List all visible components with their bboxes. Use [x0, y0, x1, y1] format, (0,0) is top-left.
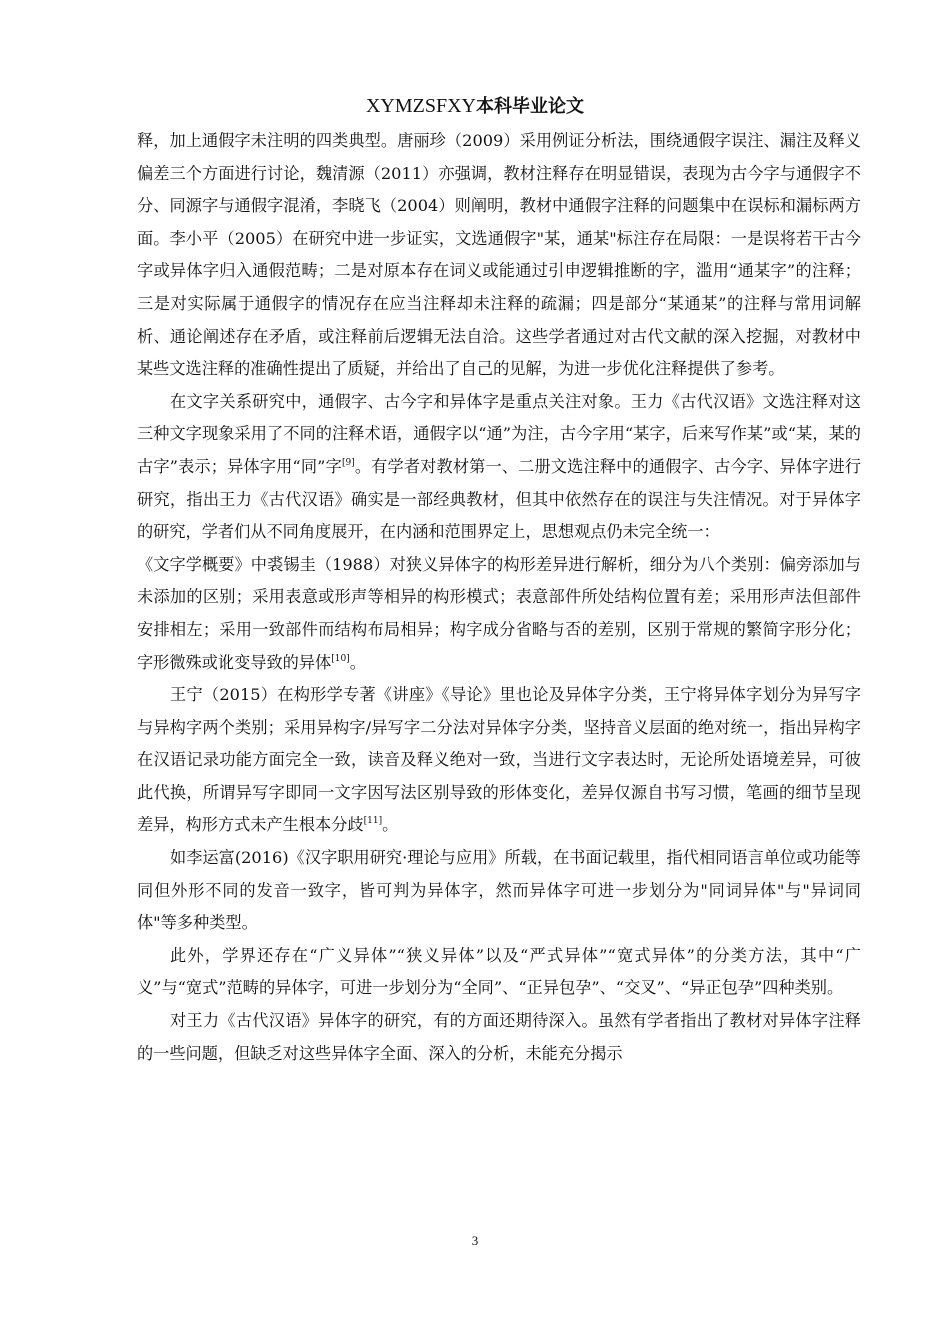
- header-title: 本科毕业论文: [476, 96, 585, 117]
- paragraph-text: 如李运富(2016)《汉字职用研究·理论与应用》所载，在书面记载里，指代相同语言单位或功能等同但外形不同的发音一致字，皆可判为异体字，然而异体字可进一步划分为"同词异体"与"异词同体"等多种类型。: [137, 848, 861, 933]
- paragraph-text: 对王力《古代汉语》异体字的研究，有的方面还期待深入。虽然有学者指出了教材对异体字注释的一些问题，但缺乏对这些异体字全面、深入的分析，未能充分揭示: [137, 1011, 861, 1063]
- body-text: [137, 125, 861, 1070]
- paragraph-6: [137, 940, 861, 1005]
- paragraph-text: 王宁（2015）在构形学专著《讲座》《导论》里也论及异体字分类，王宁将异体字划分为异写字与异构字两个类别；采用异构字/异写字二分法对异体字分类，坚持音义层面的绝对统一，指出异构字在汉语记录功能方面完全一致，读音及释义绝对一致，当进行文字表达时，无论所处语境差异，可彼此代换，所谓异写字即同一文字因写法区别导致的形体变化，差异仅源自书写习惯，笔画的细节呈现差异，构形方式未产生根本分歧: [137, 685, 861, 835]
- paragraph-text: 此外，学界还存在“广义异体”“狭义异体”以及“严式异体”“宽式异体”的分类方法，其中“广义”与“宽式”范畴的异体字，可进一步划分为“全同”、“正异包孕”、“交叉”、“异正包孕”四种类别。: [137, 945, 861, 998]
- paragraph-text: 。: [349, 652, 366, 672]
- paragraph-text: 。有学者对教材第一、二册文选注释中的通假字、古今字、异体字进行研究，指出王力《古代汉语》确实是一部经典教材，但其中依然存在的误注与失注情况。对于异体字的研究，学者们从不同角度展开，在内涵和范围界定上，思想观点仍未完全统一：: [137, 456, 862, 542]
- paragraph-text: 《文字学概要》中裘锡圭（1988）对狭义异体字的构形差异进行解析，细分为八个类别：偏旁添加与未添加的区别；采用表意或形声等相异的构形模式；表意部件所处结构位置有差；采用形声法但部件安排相左；采用一致部件而结构布局相异；构字成分省略与否的差别，区别于常规的繁简字形分化；字形微殊或讹变导致的异体: [137, 554, 861, 672]
- page-number: 3: [471, 1233, 479, 1248]
- header-code: XYMZSFXY: [365, 95, 477, 117]
- citation-ref: [10]: [331, 653, 350, 664]
- citation-ref: [9]: [341, 457, 355, 468]
- page-header: [0, 94, 950, 119]
- paragraph-1: [137, 125, 861, 386]
- paragraph-3: [137, 549, 861, 679]
- paragraph-7: [137, 1005, 861, 1070]
- citation-ref: [11]: [363, 816, 383, 827]
- paragraph-5: [137, 842, 861, 940]
- paragraph-text: 。: [382, 815, 399, 835]
- paragraph-text: 释，加上通假字未注明的四类典型。唐丽珍（2009）采用例证分析法，围绕通假字误注、漏注及释义偏差三个方面进行讨论，魏清源（2011）亦强调，教材注释存在明显错误，表现为古今字与通假字不分、同源字与通假字混淆，李晓飞（2004）则阐明，教材中通假字注释的问题集中在误标和漏标两方面。李小平（2005）在研究中进一步证实，文选通假字"某，通某"标注存在局限：一是误将若干古今字或异体字归入通假范畴；二是对原本存在词义或能通过引申逻辑推断的字，滥用“通某字”的注释；三是对实际属于通假字的情况存在应当注释却未注释的疏漏；四是部分“某通某”的注释与常用词解析、通论阐述存在矛盾，或注释前后逻辑无法自洽。这些学者通过对古代文献的深入挖掘，对教材中某些文选注释的准确性提出了质疑，并给出了自己的见解，为进一步优化注释提供了参考。: [137, 131, 861, 379]
- paragraph-2: [137, 386, 861, 549]
- paragraph-text: 在文字关系研究中，通假字、古今字和异体字是重点关注对象。王力《古代汉语》文选注释对这三种文字现象采用了不同的注释术语，通假字以“通”为注，古今字用“某字，后来写作某”或“某，某的古字”表示；异体字用“同”字: [137, 391, 861, 476]
- paragraph-4: [137, 679, 861, 842]
